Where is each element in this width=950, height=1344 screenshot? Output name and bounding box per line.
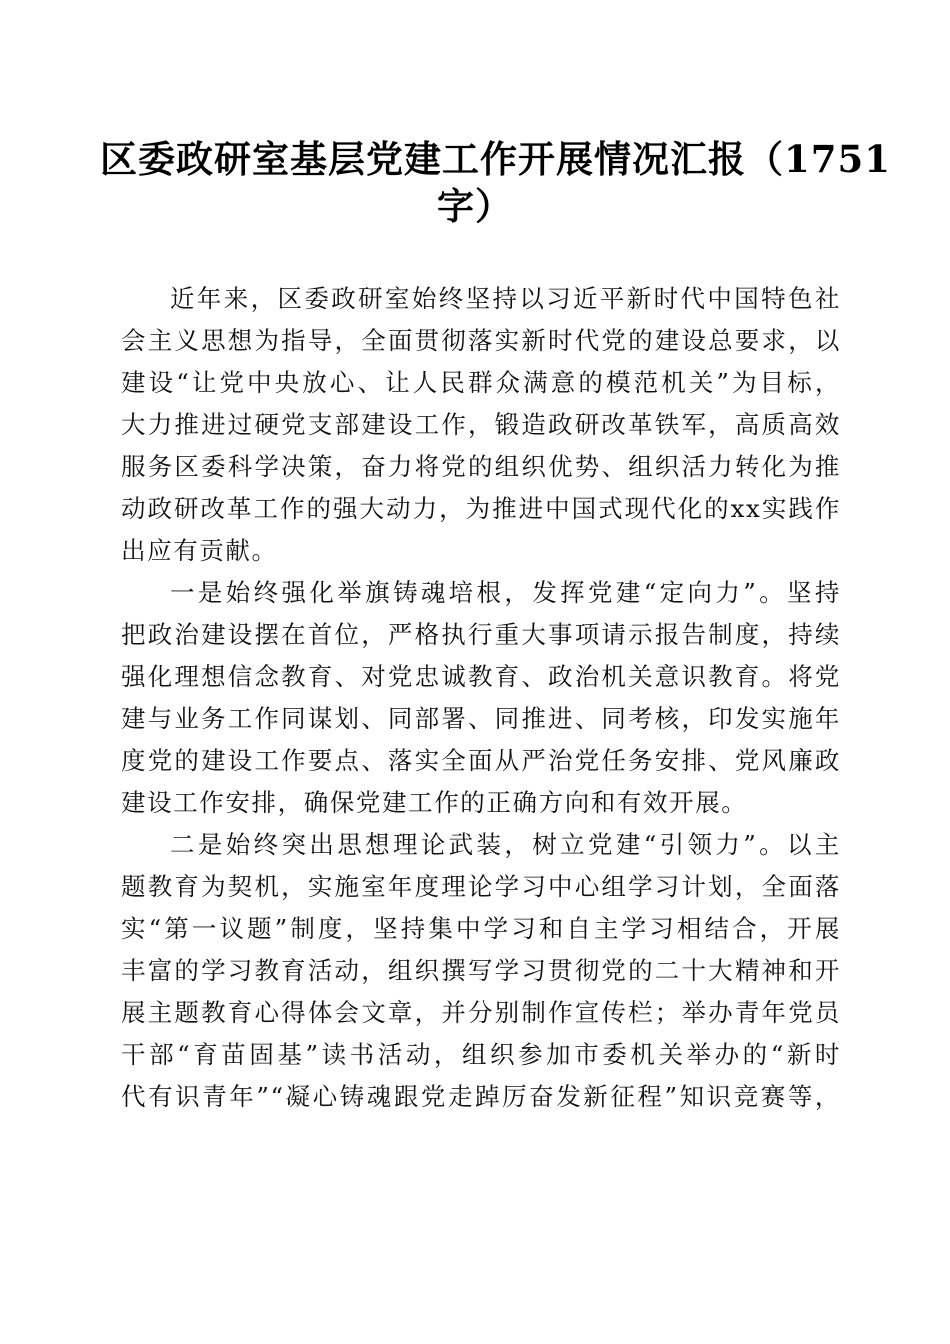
paragraph-1-line: 近年来，区委政研室始终坚持以习近平新时代中国特色社 [170,284,841,313]
document-body [121,278,841,1118]
paragraph-3-line: 丰富的学习教育活动，组织撰写学习贯彻党的二十大精神和开 [121,956,841,985]
paragraph-2-line: 把政治建设摆在首位，严格执行重大事项请示报告制度，持续 [121,620,841,649]
paragraph-2-line: 强化理想信念教育、对党忠诚教育、政治机关意识教育。将党 [121,662,841,691]
paragraph-3-line: 干部“育苗固基”读书活动，组织参加市委机关举办的“新时 [121,1040,841,1069]
paragraph-3-line: 实“第一议题”制度，坚持集中学习和自主学习相结合，开展 [121,914,841,943]
paragraph-3-line: 代有识青年”“凝心铸魂跟党走踔厉奋发新征程”知识竞赛等， [121,1082,841,1111]
paragraph-2-line: 建与业务工作同谋划、同部署、同推进、同考核，印发实施年 [121,704,841,733]
paragraph-1-line: 大力推进过硬党支部建设工作，锻造政研改革铁军，高质高效 [121,410,841,439]
paragraph-2-line: 度党的建设工作要点、落实全面从严治党任务安排、党风廉政 [121,746,841,775]
paragraph-1-line: 服务区委科学决策，奋力将党的组织优势、组织活力转化为推 [121,452,841,481]
paragraph-2-line: 建设工作安排，确保党建工作的正确方向和有效开展。 [121,788,748,817]
paragraph-1-line: 动政研改革工作的强大动力，为推进中国式现代化的xx实践作 [121,494,841,523]
paragraph-3-line: 二是始终突出思想理论武装，树立党建“引领力”。以主 [170,830,841,859]
title-line-1: 区委政研室基层党建工作开展情况汇报（1751 [100,137,891,181]
paragraph-1-line: 会主义思想为指导，全面贯彻落实新时代党的建设总要求，以 [121,326,841,355]
document-title [100,136,891,230]
paragraph-1-line: 建设“让党中央放心、让人民群众满意的模范机关”为目标， [121,368,841,397]
paragraph-1-line: 出应有贡献。 [121,536,278,565]
paragraph-2-line: 一是始终强化举旗铸魂培根，发挥党建“定向力”。坚持 [170,578,841,607]
paragraph-3-line: 题教育为契机，实施室年度理论学习中心组学习计划，全面落 [121,872,841,901]
title-line-2: 字） [437,184,513,228]
paragraph-3-line: 展主题教育心得体会文章，并分别制作宣传栏；举办青年党员 [121,998,841,1027]
